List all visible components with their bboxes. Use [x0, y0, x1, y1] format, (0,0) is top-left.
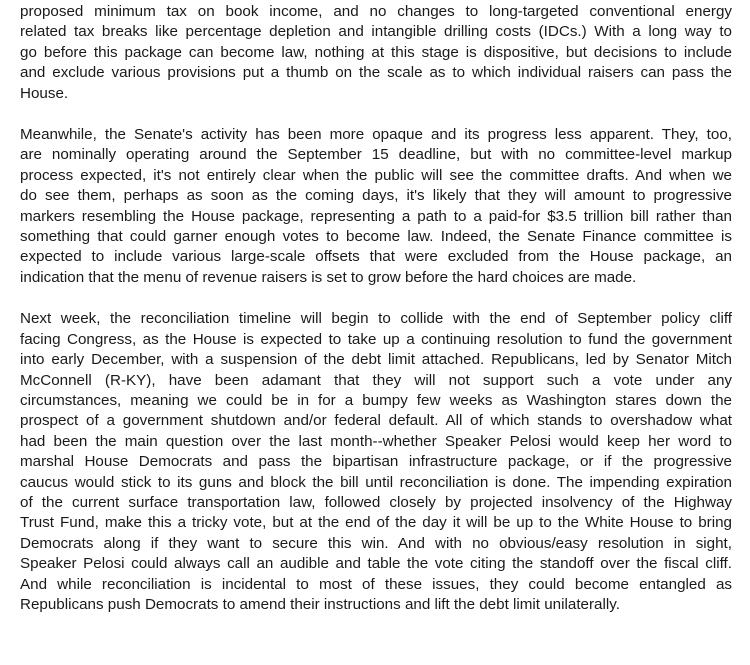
text-line: of the current surface transportation law, followed closely by projected insolvency of the Highway — [20, 493, 732, 511]
document-page — [20, 0, 732, 636]
text-line: process expected, it's not entirely clear when the public will see the committee drafts. And when we — [20, 166, 732, 184]
text-line: proposed minimum tax on book income, and no changes to long-targeted conventional energy — [20, 3, 732, 20]
text-line: markers resembling the House package, representing a path to a paid-for $3.5 trillion bill rather than — [20, 207, 732, 225]
text-line: do see them, perhaps as soon as the coming days, it's likely that they will amount to progressive — [20, 187, 732, 205]
text-line: Meanwhile, the Senate's activity has been more opaque and its progress less apparent. They, too, — [20, 126, 732, 144]
text-line: are nominally operating around the September 15 deadline, but with no committee-level markup — [20, 146, 732, 164]
paragraph-house-package — [20, 2, 732, 104]
text-line: And while reconciliation is incidental to most of these issues, they could become entangled as — [20, 575, 732, 593]
text-line: McConnell (R-KY), have been adamant that they will not support such a vote under any — [20, 371, 732, 389]
text-line: go before this package can become law, nothing at this stage is dispositive, but decisions to include — [20, 43, 732, 61]
text-line: Speaker Pelosi could always call an audible and table the vote citing the standoff over the fiscal cliff. — [20, 555, 732, 573]
text-line: and exclude various provisions put a thumb on the scale as to which individual raisers can pass the — [20, 64, 732, 82]
text-line: Republicans push Democrats to amend their instructions and lift the debt limit unilaterally. — [20, 595, 620, 613]
text-line: marshal House Democrats and pass the bipartisan infrastructure package, or if the progressive — [20, 453, 732, 471]
text-line: indication that the menu of revenue raisers is set to grow before the hard choices are made. — [20, 268, 637, 286]
text-line: related tax breaks like percentage depletion and intangible drilling costs (IDCs.) With a long way to — [20, 23, 732, 41]
paragraph-reconciliation-timeline — [20, 309, 732, 615]
text-line: facing Congress, as the House is expected to take up a continuing resolution to fund the government — [20, 330, 732, 348]
text-line: Democrats along if they want to secure this win. And with no obvious/easy resolution in sight, — [20, 534, 732, 552]
text-line: caucus would stick to its guns and block the bill until reconciliation is done. The impending expiration — [20, 473, 732, 491]
text-line: Trust Fund, make this a tricky vote, but at the end of the day it will be up to the White House to bring — [20, 514, 732, 532]
text-line: something that could garner enough votes to become law. Indeed, the Senate Finance committee is — [20, 228, 732, 246]
text-line: prospect of a government shutdown and/or federal default. All of which stands to overshadow what — [20, 412, 732, 430]
text-line: House. — [20, 84, 69, 102]
paragraph-senate-activity — [20, 125, 732, 288]
text-line: expected to include various large-scale offsets that were excluded from the House package, an — [20, 248, 732, 266]
text-line: Next week, the reconciliation timeline will begin to collide with the end of September policy cliff — [20, 310, 732, 328]
text-line: into early December, with a suspension of the debt limit attached. Republicans, led by Senator Mitch — [20, 351, 732, 369]
text-line: had been the main question over the last month--whether Speaker Pelosi would keep her word to — [20, 432, 732, 450]
text-line: circumstances, meaning we could be in for a bumpy few weeks as Washington stares down the — [20, 391, 732, 409]
